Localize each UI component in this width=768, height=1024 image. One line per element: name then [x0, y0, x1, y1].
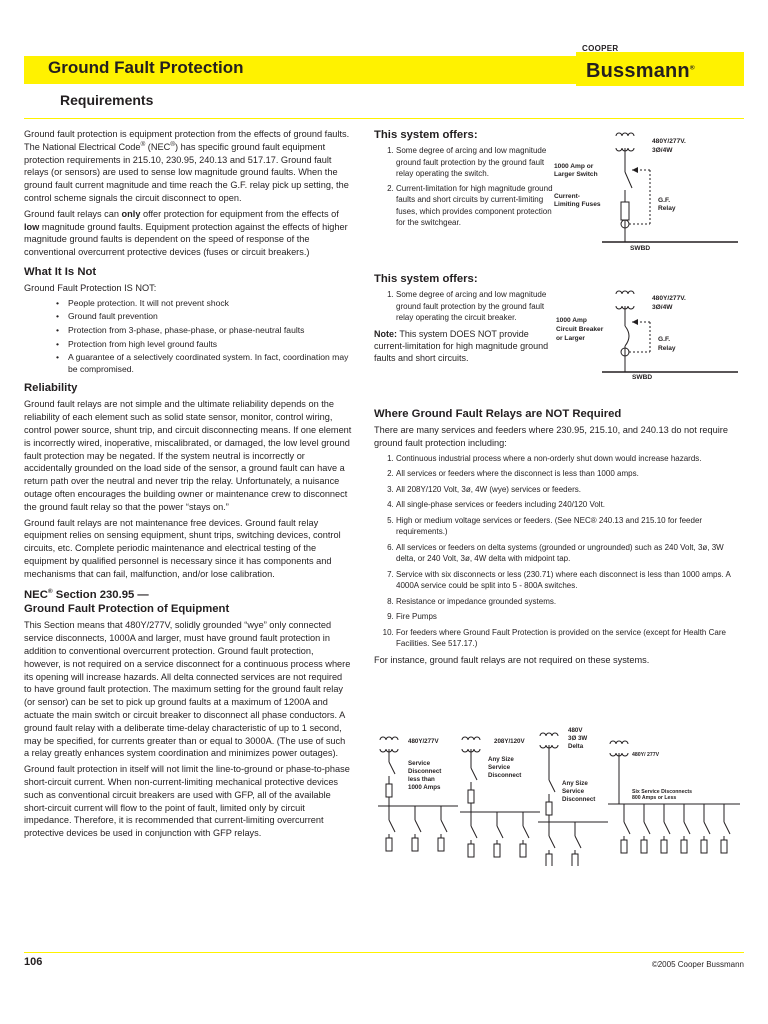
- d1-bus-label: SWBD: [630, 245, 651, 252]
- switch-blade: [549, 836, 555, 848]
- d2-relay-label-2: Relay: [658, 345, 676, 352]
- d3b-label-1: Any Size: [488, 756, 514, 763]
- d3a-voltage: 480Y/277V: [408, 738, 439, 745]
- list-item: 9. Fire Pumps: [396, 611, 744, 623]
- list-item: 10. For feeders where Ground Fault Protection is provided on the service (except for Health Care Facilities. See 517.17.): [396, 627, 744, 650]
- not-required-tail: For instance, ground fault relays are not required on these systems.: [374, 654, 650, 665]
- switch-blade: [389, 820, 395, 832]
- list-item: 1. Continuous industrial process where a non-orderly shut down would increase hazards.: [396, 453, 744, 465]
- list-item: • Ground fault prevention: [68, 311, 352, 323]
- transformer-winding: [380, 737, 398, 740]
- fuse-symbol: [572, 854, 578, 866]
- d3d-label-1: Six Service Disconnects: [632, 789, 692, 795]
- fuse-symbol: [701, 840, 707, 853]
- nec-paragraph-2: Ground fault protection in itself will not limit the line-to-ground or phase-to-phase short-circuit current. When non-current-limiting mechanical protective devices such as conventional circuit breakers are used with GFP, all of the available short-circuit current will flow to the point of fault, limited only by circuit impedance. Therefore, it is recommended that current-limiting overcurrent protective devices be used in conjunction with GFP relays.: [24, 764, 350, 839]
- fuse-symbol: [641, 840, 647, 853]
- d3b-label-3: Disconnect: [488, 772, 522, 779]
- system-offers-1-heading: This system offers:: [374, 129, 478, 141]
- diagram-breaker-gfp: [552, 286, 744, 382]
- what-it-is-not-list: [24, 298, 352, 376]
- list-item: 8. Resistance or impedance grounded systems.: [396, 596, 744, 608]
- switch-blade: [523, 826, 529, 838]
- diagram-switch-fuses-gfp: [552, 128, 744, 252]
- logo-cooper-text: COOPER: [582, 44, 619, 53]
- system-offers-1-list: [374, 145, 556, 229]
- switch-blade: [497, 826, 503, 838]
- switch-blade: [684, 822, 690, 834]
- switch-blade: [389, 762, 395, 774]
- what-it-is-not-heading: What It Is Not: [24, 265, 97, 278]
- intro-paragraph-1: Ground fault protection is equipment protection from the effects of ground faults. The National Electrical Code® (NEC®) has specific ground fault equipment protection requirements in 215.10, 230.95, 240.13 and 517.17. Ground fault relays (or sensors) are used to sense low magnitude ground faults. When the ground fault current magnitude and time reach the G.F. relay pick up setting, the control scheme signals the circuit disconnect to open.: [24, 129, 350, 203]
- page-subtitle: Requirements: [60, 92, 154, 108]
- d3c-label-2: Service: [562, 788, 585, 795]
- what-it-is-not-lead: Ground Fault Protection IS NOT:: [24, 282, 157, 293]
- fuse-symbol: [681, 840, 687, 853]
- list-item: 2. All services or feeders where the disconnect is less than 1000 amps.: [396, 468, 744, 480]
- fuse-symbol: [621, 840, 627, 853]
- switch-blade: [724, 822, 730, 834]
- list-item: 1. Some degree of arcing and low magnitude ground fault protection by the ground fault relay operating the circuit breaker.: [396, 289, 556, 324]
- list-item: 7. Service with six disconnects or less (230.71) where each disconnect is less than 1000 amps. A 4000A service could be split into 5 - 800A switches.: [396, 569, 744, 592]
- d3c-label-3: Disconnect: [562, 796, 596, 803]
- list-item: • A guarantee of a selectively coordinated system. In fact, coordination may be compromised.: [68, 352, 352, 375]
- d3a-label-1: Service: [408, 760, 431, 767]
- footer-rule: [24, 952, 744, 953]
- d3c-label-1: Any Size: [562, 780, 588, 787]
- switch-blade: [575, 836, 581, 848]
- switch-blade: [471, 826, 477, 838]
- switch-blade: [704, 822, 710, 834]
- fuse-symbol: [546, 802, 552, 815]
- fuse-symbol: [494, 844, 500, 857]
- list-item: 1. Some degree of arcing and low magnitude ground fault protection by the ground fault relay operating the switch.: [396, 145, 556, 180]
- fuse-symbol: [721, 840, 727, 853]
- switch-blade: [664, 822, 670, 834]
- diagram-systems-not-required: [374, 726, 744, 866]
- transformer-winding: [610, 741, 628, 744]
- fuse-symbol: [438, 838, 444, 851]
- nec-paragraph-1: This Section means that 480Y/277V, solidly grounded “wye” only connected service disconnects, 1000A and larger, must have ground fault protection in addition to conventional overcurrent protection. Ground fault protection, however, is not required on a service disconnect for a continuous process where its opening will increase hazards. All delta connected services are not required to have ground fault protection. The maximum setting for the ground fault relay (or sensor) can be set to pick up ground faults at a maximum of 1200A and actuate the main switch or circuit breaker to disconnect all phase conductors. A ground fault relay with a deliberate time-delay characteristic of up to 1 second, may be specified, for currents greater than or equal to 3000A. (The use of such a relay greatly enhances system coordination and minimizes power outages).: [24, 620, 351, 759]
- left-column: [24, 128, 352, 843]
- switch-blade: [624, 822, 630, 834]
- system-offers-2-note: Note: This system DOES NOT provide current-limitation for high magnitude ground faults and short circuits.: [374, 328, 549, 364]
- transformer-winding: [540, 733, 558, 736]
- fuse-symbol: [386, 838, 392, 851]
- not-required-section: [374, 407, 744, 666]
- nec-section-heading: NEC® Section 230.95 — Ground Fault Protection of Equipment: [24, 588, 230, 616]
- d1-relay-label: G.F.: [658, 197, 671, 204]
- list-item: • Protection from 3-phase, phase-phase, or phase-neutral faults: [68, 325, 352, 337]
- d3b-voltage: 208Y/120V: [494, 738, 525, 745]
- list-item: 5. High or medium voltage services or feeders. (See NEC® 240.13 and 215.10 for feeder requirements.): [396, 515, 744, 538]
- fuse-symbol: [386, 784, 392, 797]
- d1-relay-label-2: Relay: [658, 205, 676, 212]
- copyright-notice: ©2005 Cooper Bussmann: [651, 960, 744, 969]
- logo-bussmann-text: Bussmann®: [586, 60, 695, 82]
- switch-blade: [441, 820, 447, 832]
- list-item: 6. All services or feeders on delta systems (grounded or ungrounded) such as 240 Volt, 3ø, 3W delta, or 240 Volt, 3ø, 4W delta with midpoint tap.: [396, 542, 744, 565]
- d2-bus-label: SWBD: [632, 374, 653, 381]
- fuse-symbol: [661, 840, 667, 853]
- fuse-symbol: [468, 844, 474, 857]
- d3c-voltage-2: 3Ø 3W: [568, 735, 588, 742]
- switch-blade: [644, 822, 650, 834]
- fuse-symbol: [546, 854, 552, 866]
- switch-blade: [549, 780, 555, 792]
- d3a-label-2: Disconnect: [408, 768, 442, 775]
- d3d-voltage: 480Y/ 277V: [632, 752, 660, 758]
- system-offers-2-list: [374, 289, 556, 324]
- d1-fuses-label-2: Limiting Fuses: [554, 201, 601, 208]
- not-required-heading: Where Ground Fault Relays are NOT Required: [374, 408, 622, 420]
- intro-paragraph-2: Ground fault relays can only offer protection for equipment from the effects of low magnitude ground faults. Equipment protection against the effects of higher magnitude ground faults is dependent on the speed of response of the conventional overcurrent protective devices (fuses or circuit breakers.): [24, 208, 348, 258]
- transformer-winding: [462, 737, 480, 740]
- d3b-label-2: Service: [488, 764, 511, 771]
- d1-switch-label-2: Larger Switch: [554, 171, 598, 178]
- d2-voltage-label-2: 3Ø/4W: [652, 304, 673, 311]
- list-item: • Protection from high level ground faults: [68, 339, 352, 351]
- d2-voltage-label: 480Y/277V.: [652, 295, 686, 302]
- fuse-symbol: [412, 838, 418, 851]
- switch-blade: [415, 820, 421, 832]
- not-required-lead: There are many services and feeders where 230.95, 215.10, and 240.13 do not require ground fault protection including:: [374, 425, 728, 448]
- d1-switch-label: 1000 Amp or: [554, 163, 594, 170]
- header-rule: [24, 118, 744, 119]
- list-item: • People protection. It will not prevent shock: [68, 298, 352, 310]
- d1-fuses-label: Current-: [554, 193, 581, 200]
- reliability-heading: Reliability: [24, 382, 78, 395]
- d1-voltage-label-2: 3Ø/4W: [652, 147, 673, 154]
- list-item: 4. All single-phase services or feeders including 240/120 Volt.: [396, 499, 744, 511]
- reliability-paragraph-2: Ground fault relays are not maintenance free devices. Ground fault relay equipment relies on sensing equipment, shunt trips, switching devices, control circuits, etc. Complete periodic maintenance and electrical testing of the equipment by qualified personnel is necessary since it has components and mechanisms that can fail, malfunction, and/or lose calibration.: [24, 517, 341, 579]
- not-required-list: [374, 453, 744, 650]
- d3d-label-2: 800 Amps or Less: [632, 795, 677, 801]
- d3a-label-3: less than: [408, 776, 435, 783]
- d2-breaker-label-2: Circuit Breaker: [556, 326, 604, 333]
- d2-relay-label: G.F.: [658, 336, 671, 343]
- fuse-symbol: [468, 790, 474, 803]
- d2-breaker-label: 1000 Amp: [556, 317, 587, 324]
- reliability-paragraph-1: Ground fault relays are not simple and the ultimate reliability depends on the reliability of each element such as solid state sensor, monitor, control wiring, control power source, shunt trip, and circuit disconnecting means. If one element is incorrectly wired, inoperative, miscalibrated, or damaged, the low level ground fault protection may be negated. If the system neutral is incorrectly or accidentally grounded on the load side of the sensor, a ground fault can have a return path over the neutral and never trip the relay. Unfortunately, a nuisance outage often encourages the building owner or maintenance crew to disconnect the ground fault relay so that the power “stays on.”: [24, 399, 352, 512]
- page-number: 106: [24, 956, 43, 968]
- switch-blade: [471, 768, 477, 780]
- d3a-label-4: 1000 Amps: [408, 784, 441, 791]
- list-item: 3. All 208Y/120 Volt, 3ø, 4W (wye) services or feeders.: [396, 484, 744, 496]
- d3c-voltage-1: 480V: [568, 727, 583, 734]
- fuse-symbol: [520, 844, 526, 857]
- d2-breaker-label-3: or Larger: [556, 335, 585, 342]
- d1-voltage-label: 480Y/277V.: [652, 138, 686, 145]
- system-offers-2-heading: This system offers:: [374, 273, 478, 285]
- list-item: 2. Current-limitation for high magnitude ground faults and short circuits by current-limiting fuses, which provides component protection for the switchgear.: [396, 183, 556, 229]
- d3c-voltage-3: Delta: [568, 743, 584, 750]
- page-title: Ground Fault Protection: [48, 58, 244, 77]
